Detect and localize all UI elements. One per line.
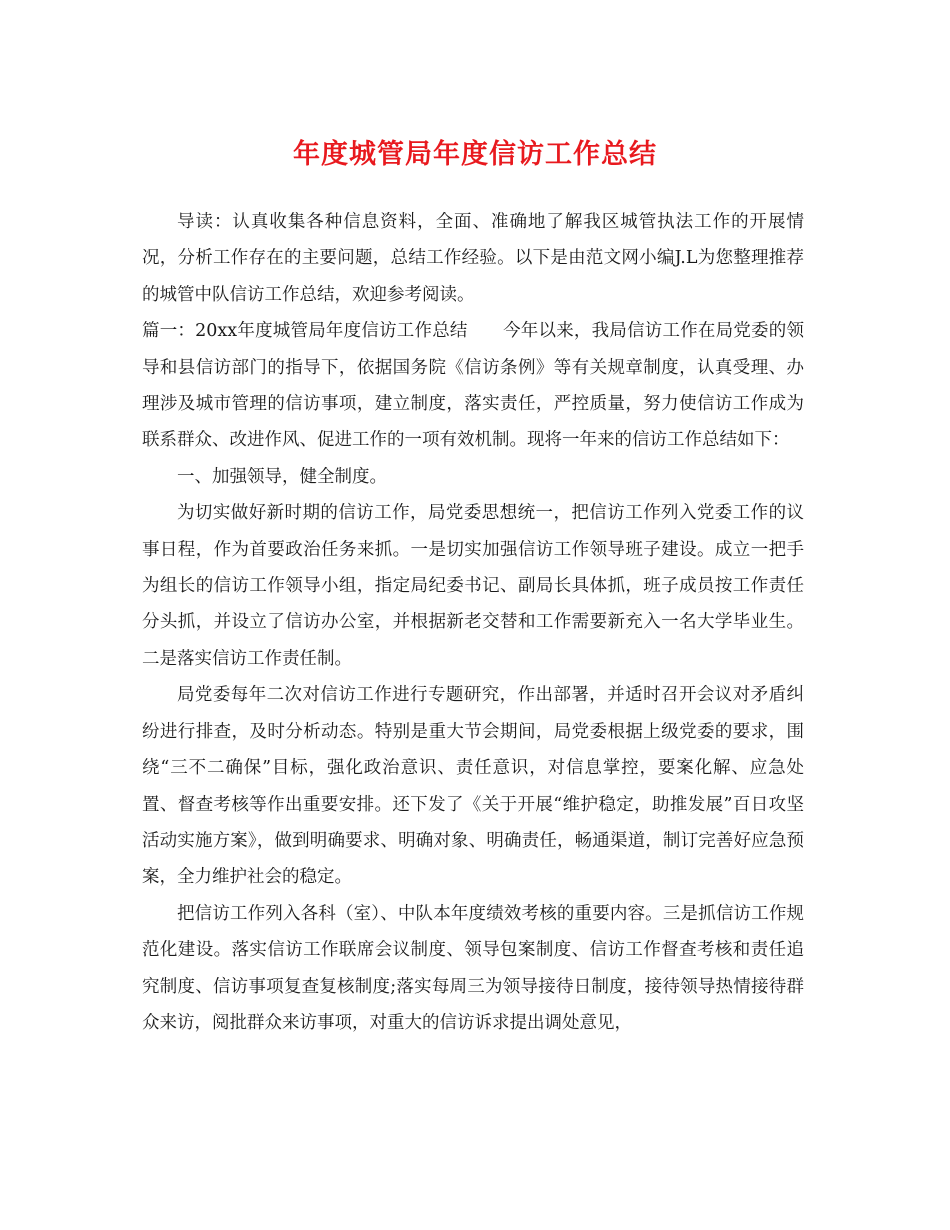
paragraph-party-committee: 局党委每年二次对信访工作进行专题研究，作出部署，并适时召开会议对矛盾纠纷进行排查，及时分析动态。特别是重大节会期间，局党委根据上级党委的要求，围绕“三不二确保”目标，强化政治意识、责任意识，对信息掌控，要案化解、应急处置、督查考核等作出重要安排。还下发了《关于开展“维护稳定，助推发展”百日攻坚活动实施方案》，做到明确要求、明确对象、明确责任，畅通渠道，制订完善好应急预案，全力维护社会的稳定。: [142, 685, 804, 888]
paragraph-leadership: 为切实做好新时期的信访工作，局党委思想统一，把信访工作列入党委工作的议事日程，作为首要政治任务来抓。一是切实加强信访工作领导班子建设。成立一把手为组长的信访工作领导小组，指定局纪委书记、副局长具体抓，班子成员按工作责任分头抓，并设立了信访办公室，并根据新老交替和工作需要新充入一名大学毕业生。二是落实信访工作责任制。: [142, 503, 804, 669]
paragraph-chapter-one: 篇一：20xx年度城管局年度信访工作总结 今年以来，我局信访工作在局党委的领导和县信访部门的指导下，依据国务院《信访条例》等有关规章制度，认真受理、办理涉及城市管理的信访事项，建立制度，落实责任，严控质量，努力使信访工作成为联系群众、改进作风、促进工作的一项有效机制。现将一年来的信访工作总结如下：: [142, 321, 804, 451]
document-title: 年度城管局年度信访工作总结: [293, 139, 657, 170]
paragraph-section-heading: 一、加强领导，健全制度。: [177, 466, 387, 487]
document-body: [142, 204, 804, 1041]
paragraph-intro: 导读：认真收集各种信息资料，全面、准确地了解我区城管执法工作的开展情况，分析工作存在的主要问题，总结工作经验。以下是由范文网小编J.L为您整理推荐的城管中队信访工作总结，欢迎参考阅读。: [142, 212, 804, 305]
paragraph-assessment: 把信访工作列入各科（室）、中队本年度绩效考核的重要内容。三是抓信访工作规范化建设。落实信访工作联席会议制度、领导包案制度、信访工作督查考核和责任追究制度、信访事项复查复核制度;落实每周三为领导接待日制度，接待领导热情接待群众来访，阅批群众来访事项，对重大的信访诉求提出调处意见，: [142, 903, 804, 1033]
